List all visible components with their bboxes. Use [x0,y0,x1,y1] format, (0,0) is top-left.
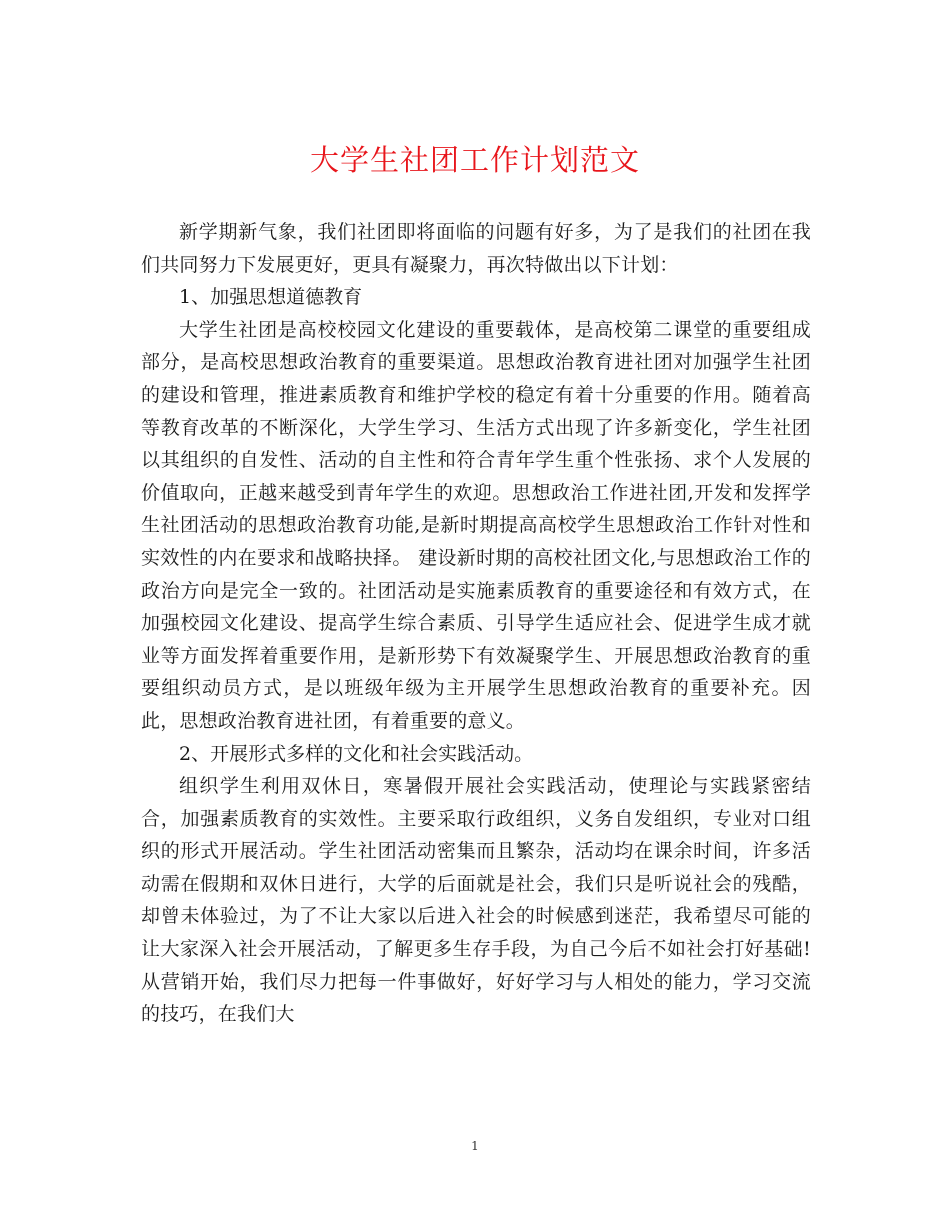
section-heading-1: 1、加强思想道德教育 [179,286,363,309]
section-1-paragraph: 大学生社团是高校校园文化建设的重要载体，是高校第二课堂的重要组成部分，是高校思想政治教育的重要渠道。思想政治教育进社团对加强学生社团的建设和管理，推进素质教育和维护学校的稳定有着十分重要的作用。随着高等教育改革的不断深化，大学生学习、生活方式出现了许多新变化，学生社团以其组织的自发性、活动的自主性和符合青年学生重个性张扬、求个人发展的价值取向，正越来越受到青年学生的欢迎。思想政治工作进社团,开发和发挥学生社团活动的思想政治教育功能,是新时期提高高校学生思想政治工作针对性和实效性的内在要求和战略抉择。 建设新时期的高校社团文化,与思想政治工作的政治方向是完全一致的。社团活动是实施素质教育的重要途径和有效方式，在加强校园文化建设、提高学生综合素质、引导学生适应社会、促进学生成才就业等方面发挥着重要作用，是新形势下有效凝聚学生、开展思想政治教育的重要组织动员方式，是以班级年级为主开展学生思想政治教育的重要补充。因此，思想政治教育进社团，有着重要的意义。 [141,318,811,732]
document-title: 大学生社团工作计划范文 [309,143,640,177]
intro-paragraph: 新学期新气象，我们社团即将面临的问题有好多，为了是我们的社团在我们共同努力下发展更好，更具有凝聚力，再次特做出以下计划： [141,221,811,276]
section-heading-2: 2、开展形式多样的文化和社会实践活动。 [179,742,534,765]
section-2-paragraph: 组织学生利用双休日，寒暑假开展社会实践活动，使理论与实践紧密结合，加强素质教育的实效性。主要采取行政组织，义务自发组织，专业对口组织的形式开展活动。学生社团活动密集而且繁杂，活动均在课余时间，许多活动需在假期和双休日进行，大学的后面就是社会，我们只是听说社会的残酷，却曾未体验过，为了不让大家以后进入社会的时候感到迷茫，我希望尽可能的让大家深入社会开展活动，了解更多生存手段，为自己今后不如社会打好基础!从营销开始，我们尽力把每一件事做好，好好学习与人相处的能力，学习交流的技巧，在我们大 [141,775,811,1026]
page-number: 1 [471,1139,479,1153]
document-body [141,216,811,1031]
